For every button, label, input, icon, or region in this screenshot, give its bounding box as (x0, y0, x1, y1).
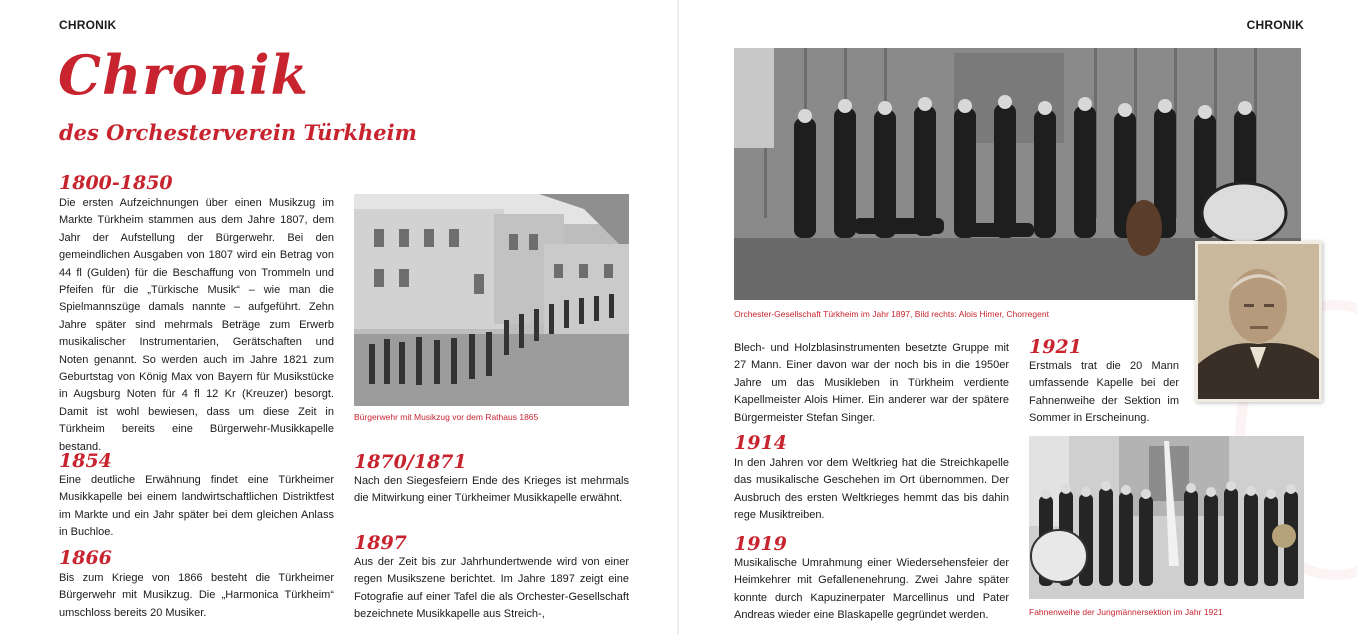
left-page (0, 0, 678, 635)
photo-caption-1921: Fahnenweihe der Jungmännersektion im Jahr 1921 (1029, 607, 1223, 617)
year-heading-1866: 1866 (59, 547, 112, 569)
year-heading-1854: 1854 (59, 450, 112, 472)
right-page (678, 0, 1357, 635)
section-text-1854: Eine deutliche Erwähnung findet eine Türkheimer Musikkapelle bei einem landwirtschaftlichen Distriktfest im Markte und ein Jahr später bei dem gleichen Anlass in Buchloe. (59, 474, 334, 539)
year-heading-1870: 1870/1871 (354, 451, 467, 473)
photo-alois-himer (1195, 241, 1322, 402)
section-text-1919: Musikalische Umrahmung einer Wiedersehensfeier der Heimkehrer mit Gefallenenehrung. Zwei Jahre später konnte durch Kapuzinerpater Marcellinus und Pater Andreas wieder eine Blaskapelle gegründet werden. (734, 557, 1009, 622)
year-heading-1800: 1800-1850 (59, 172, 173, 194)
photo-fahnenweihe-1921 (1029, 436, 1304, 599)
section-text-1921: Erstmals trat die 20 Mann umfassende Kapelle bei der Fahnenweihe der Sektion im Sommer in Erscheinung. (1029, 360, 1179, 425)
continuation-text: Blech- und Holzblasinstrumenten besetzte Gruppe mit 27 Mann. Einer davon war der noch bis in die 1950er Jahre um das Musikleben in Türkheim verdiente Kapellmeister Alois Himer. Ein anderer war der spätere Bürgermeister Stefan Singer. (734, 342, 1009, 424)
section-text-1866: Bis zum Kriege von 1866 besteht die Türkheimer Bürgerwehr mit Musikzug. Die „Harmonica Türkheim“ umschloss bereits 20 Musiker. (59, 572, 334, 619)
photo-buergerwehr-1865 (354, 194, 629, 406)
year-heading-1914: 1914 (734, 432, 787, 454)
year-heading-1897: 1897 (354, 532, 407, 554)
section-text-1914: In den Jahren vor dem Weltkrieg hat die Streichkapelle das musikalische Geschehen im Ort übernommen. Der Ausbruch des ersten Weltkrieges hemmt das bis dahin rege Musiktreiben. (734, 457, 1009, 522)
year-heading-1919: 1919 (734, 533, 787, 555)
photo-caption-1865: Bürgerwehr mit Musikzug vor dem Rathaus 1865 (354, 412, 539, 422)
page-subtitle: des Orchesterverein Türkheim (59, 120, 417, 145)
section-text-1870: Nach den Siegesfeiern Ende des Krieges ist mehrmals die Mitwirkung einer Türkheimer Musikkapelle erwähnt. (354, 475, 629, 505)
photo-caption-1897: Orchester-Gesellschaft Türkheim im Jahr 1897, Bild rechts: Alois Himer, Chorregent (734, 309, 1049, 319)
page-header-left: CHRONIK (59, 18, 117, 32)
year-heading-1921: 1921 (1029, 336, 1082, 358)
page-header-right: CHRONIK (1246, 18, 1304, 32)
section-text-1800: Die ersten Aufzeichnungen über einen Musikzug im Markte Türkheim stammen aus dem Jahre 1807, dem Jahr der Aufstellung der Bürgerwehr. Bei den gemeindlichen Ausgaben von 1807 wird ein Betrag von 44 fl (Gulden) für die Beschaffung von Trommeln und Pfeifen für die „Türkische Musik“ – wie man die Spielmannszüge damals nannte – aufgeführt. Zehn Jahre später sind mehrmals Beträge zum Erwerb musikalischer Instrumentarien, Gerätschaften und Noten genannt. So werden auch im Jahre 1821 zum Geburtstag von König Max von Bayern für Musikstücke in Augsburg Noten für 4 fl 12 Kr (Kreuzer) besorgt. Damit ist wohl bewiesen, dass um diese Zeit in Türkheim bereits eine Bürgerwehr-Musikkapelle bestand. (59, 197, 334, 453)
page-title: Chronik (58, 43, 309, 107)
section-text-1897: Aus der Zeit bis zur Jahrhundertwende wird von einer regen Musikszene berichtet. Im Jahre 1897 zeigt eine Fotografie auf einer Tafel die als Orchester-Gesellschaft bezeichnete Musikkapelle aus Streich-, (354, 556, 629, 621)
